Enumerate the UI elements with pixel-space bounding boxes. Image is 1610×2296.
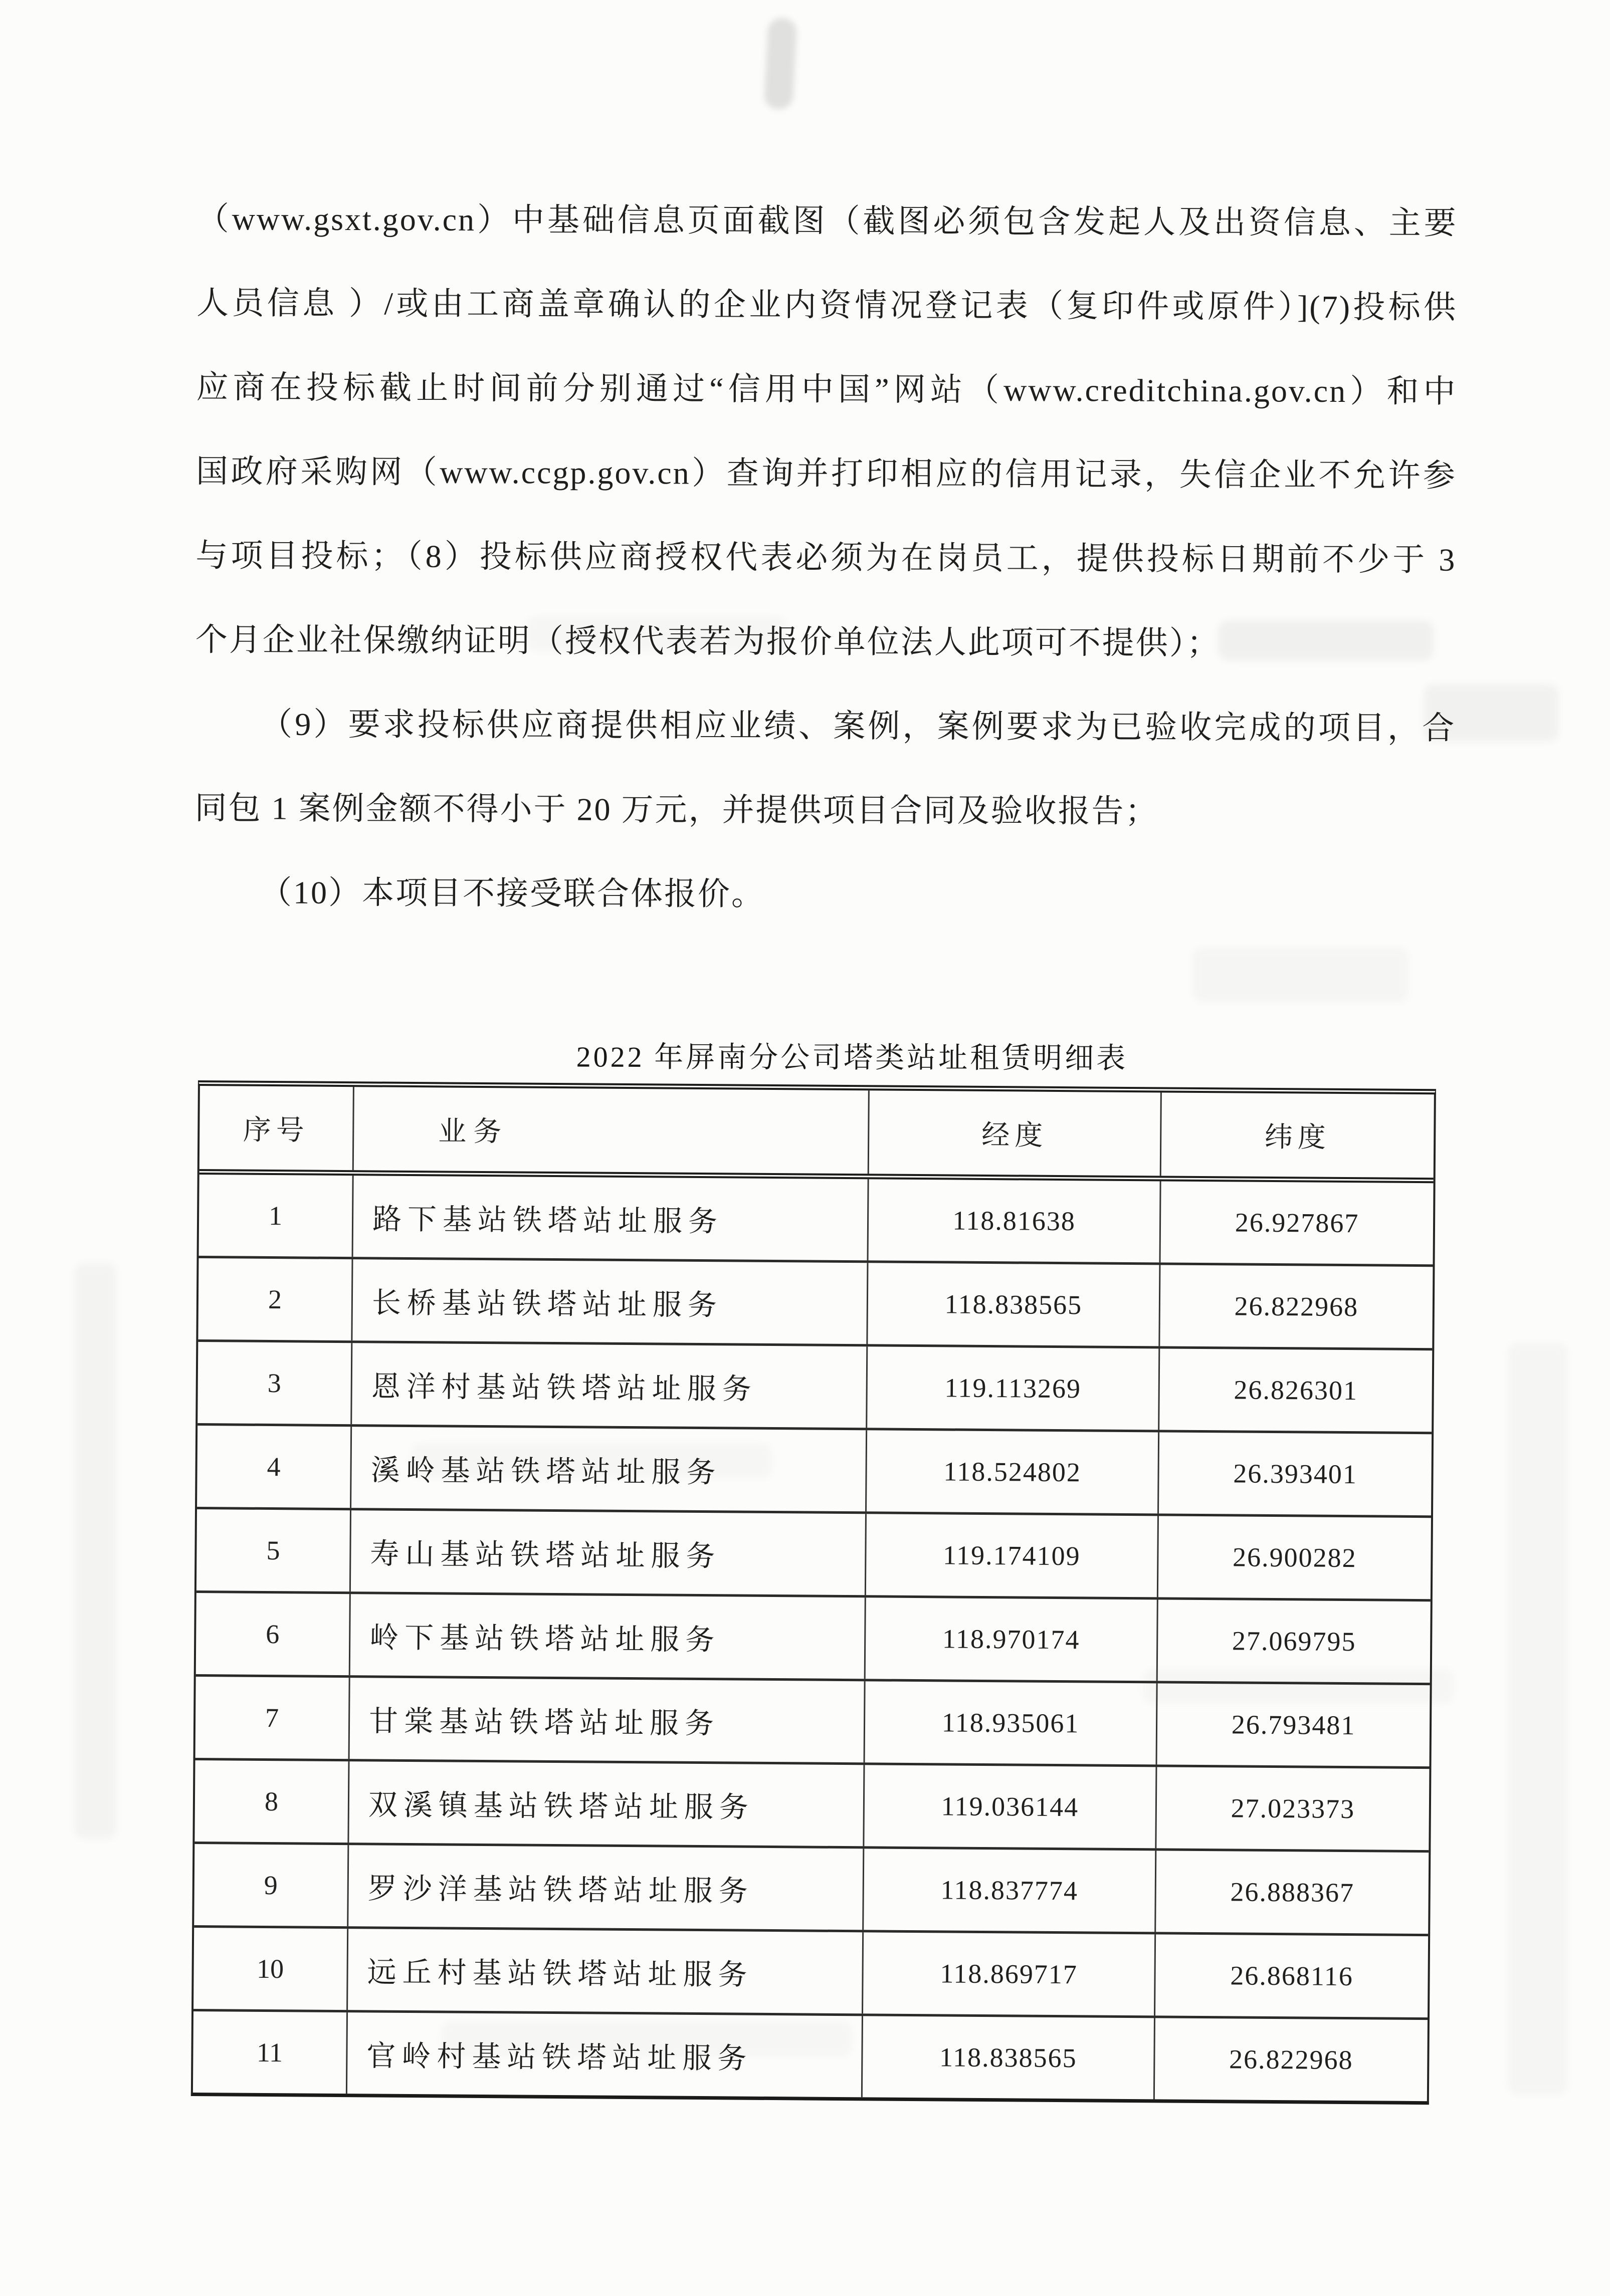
cell-longitude: 119.174109 [865,1514,1157,1597]
cell-business: 溪岭基站铁塔站址服务 [350,1427,866,1511]
table-row [199,1175,1434,1267]
table-row [198,1258,1433,1350]
scan-smudge [763,18,797,110]
cell-latitude: 26.822968 [1153,2018,1428,2101]
paragraph-line: 同包 1 案例金额不得小于 20 万元，并提供项目合同及验收报告； [194,790,1159,829]
cell-seq: 7 [265,1702,279,1733]
cell-business: 路下基站铁塔站址服务 [352,1176,868,1260]
cell-business: 双溪镇基站铁塔站址服务 [347,1761,863,1846]
cell-longitude: 118.869717 [862,1932,1154,2015]
cell-longitude: 118.935061 [864,1681,1156,1764]
cell-business: 官岭村基站铁塔站址服务 [346,2012,862,2097]
cell-seq: 6 [266,1619,280,1650]
paragraph-line: 个月企业社保缴纳证明（授权代表若为报价单位法人此项可不提供）； [195,621,1221,661]
bleed-through-artifact [74,1263,117,1839]
paragraph-line: （www.gsxt.gov.cn）中基础信息页面截图（截图必须包含发起人及出资信息、主要 [196,200,1458,241]
cell-longitude: 118.81638 [867,1179,1160,1262]
paragraph-line: 应商在投标截止时间前分别通过“信用中国”网站（www.creditchina.gov.cn）和中 [196,369,1457,409]
cell-longitude: 118.524802 [865,1430,1158,1513]
cell-seq: 10 [256,1953,284,1984]
cell-longitude: 119.113269 [866,1346,1158,1430]
cell-seq: 1 [268,1200,283,1231]
bleed-through-artifact [1508,1343,1568,2095]
cell-longitude: 119.036144 [863,1765,1155,1848]
paragraph-line: 与项目投标；（8）投标供应商授权代表必须为在岗员工，提供投标日期前不少于 3 [195,537,1457,578]
header-business: 业务 [352,1087,868,1174]
cell-business: 恩洋村基站铁塔站址服务 [350,1343,866,1428]
cell-seq: 3 [267,1367,281,1399]
table-row [193,1928,1428,2020]
cell-latitude: 27.069795 [1156,1599,1431,1683]
cell-latitude: 26.900282 [1157,1516,1431,1599]
header-latitude: 纬度 [1160,1092,1434,1178]
cell-seq: 11 [256,2037,283,2068]
rental-detail-table [191,1080,1436,2105]
header-longitude: 经度 [868,1090,1160,1176]
cell-business: 长桥基站铁塔站址服务 [351,1259,867,1344]
cell-business: 甘棠基站铁塔站址服务 [348,1678,864,1762]
cell-latitude: 26.393401 [1157,1432,1432,1515]
cell-latitude: 26.826301 [1158,1348,1432,1432]
cell-business: 岭下基站铁塔站址服务 [349,1594,865,1679]
table-row [194,1760,1429,1853]
cell-seq: 5 [266,1535,280,1566]
table-row [197,1342,1432,1434]
paragraph-block [194,177,1458,939]
cell-seq: 8 [264,1786,279,1817]
table-row [195,1677,1430,1769]
table-row [197,1426,1432,1518]
paragraph-line: 国政府采购网（www.ccgp.gov.cn）查询并打印相应的信用记录，失信企业不允许参 [195,453,1457,494]
table-row [193,2011,1428,2101]
table-title: 2022 年屏南分公司塔类站址租赁明细表 [576,1040,1128,1075]
cell-latitude: 26.822968 [1158,1265,1433,1348]
table-row [194,1844,1429,1936]
table-row [196,1593,1431,1685]
cell-latitude: 26.927867 [1159,1181,1434,1264]
cell-longitude: 118.970174 [864,1597,1157,1681]
bleed-through-artifact [1193,947,1408,1002]
cell-longitude: 118.837774 [862,1849,1155,1932]
paragraph-line: 人员信息 ）/或由工商盖章确认的企业内资情况登记表（复印件或原件）](7)投标供 [196,285,1458,325]
paragraph-line: （10）本项目不接受联合体报价。 [259,874,765,912]
cell-latitude: 26.888367 [1154,1851,1429,1934]
cell-business: 寿山基站铁塔站址服务 [349,1510,865,1595]
cell-seq: 2 [268,1284,282,1315]
table-row [196,1509,1431,1601]
cell-longitude: 118.838565 [861,2016,1154,2099]
cell-seq: 9 [264,1870,278,1901]
header-seq: 序号 [243,1114,310,1146]
table-header-row [199,1086,1434,1183]
cell-latitude: 26.793481 [1156,1683,1430,1766]
cell-latitude: 27.023373 [1155,1767,1429,1850]
cell-latitude: 26.868116 [1154,1934,1428,2017]
cell-longitude: 118.838565 [866,1263,1159,1346]
cell-business: 罗沙洋基站铁塔站址服务 [347,1845,863,1930]
cell-business: 远丘村基站铁塔站址服务 [346,1929,862,2013]
cell-seq: 4 [267,1451,281,1482]
paragraph-line: （9）要求投标供应商提供相应业绩、案例，案例要求为已验收完成的项目，合 [260,706,1456,746]
